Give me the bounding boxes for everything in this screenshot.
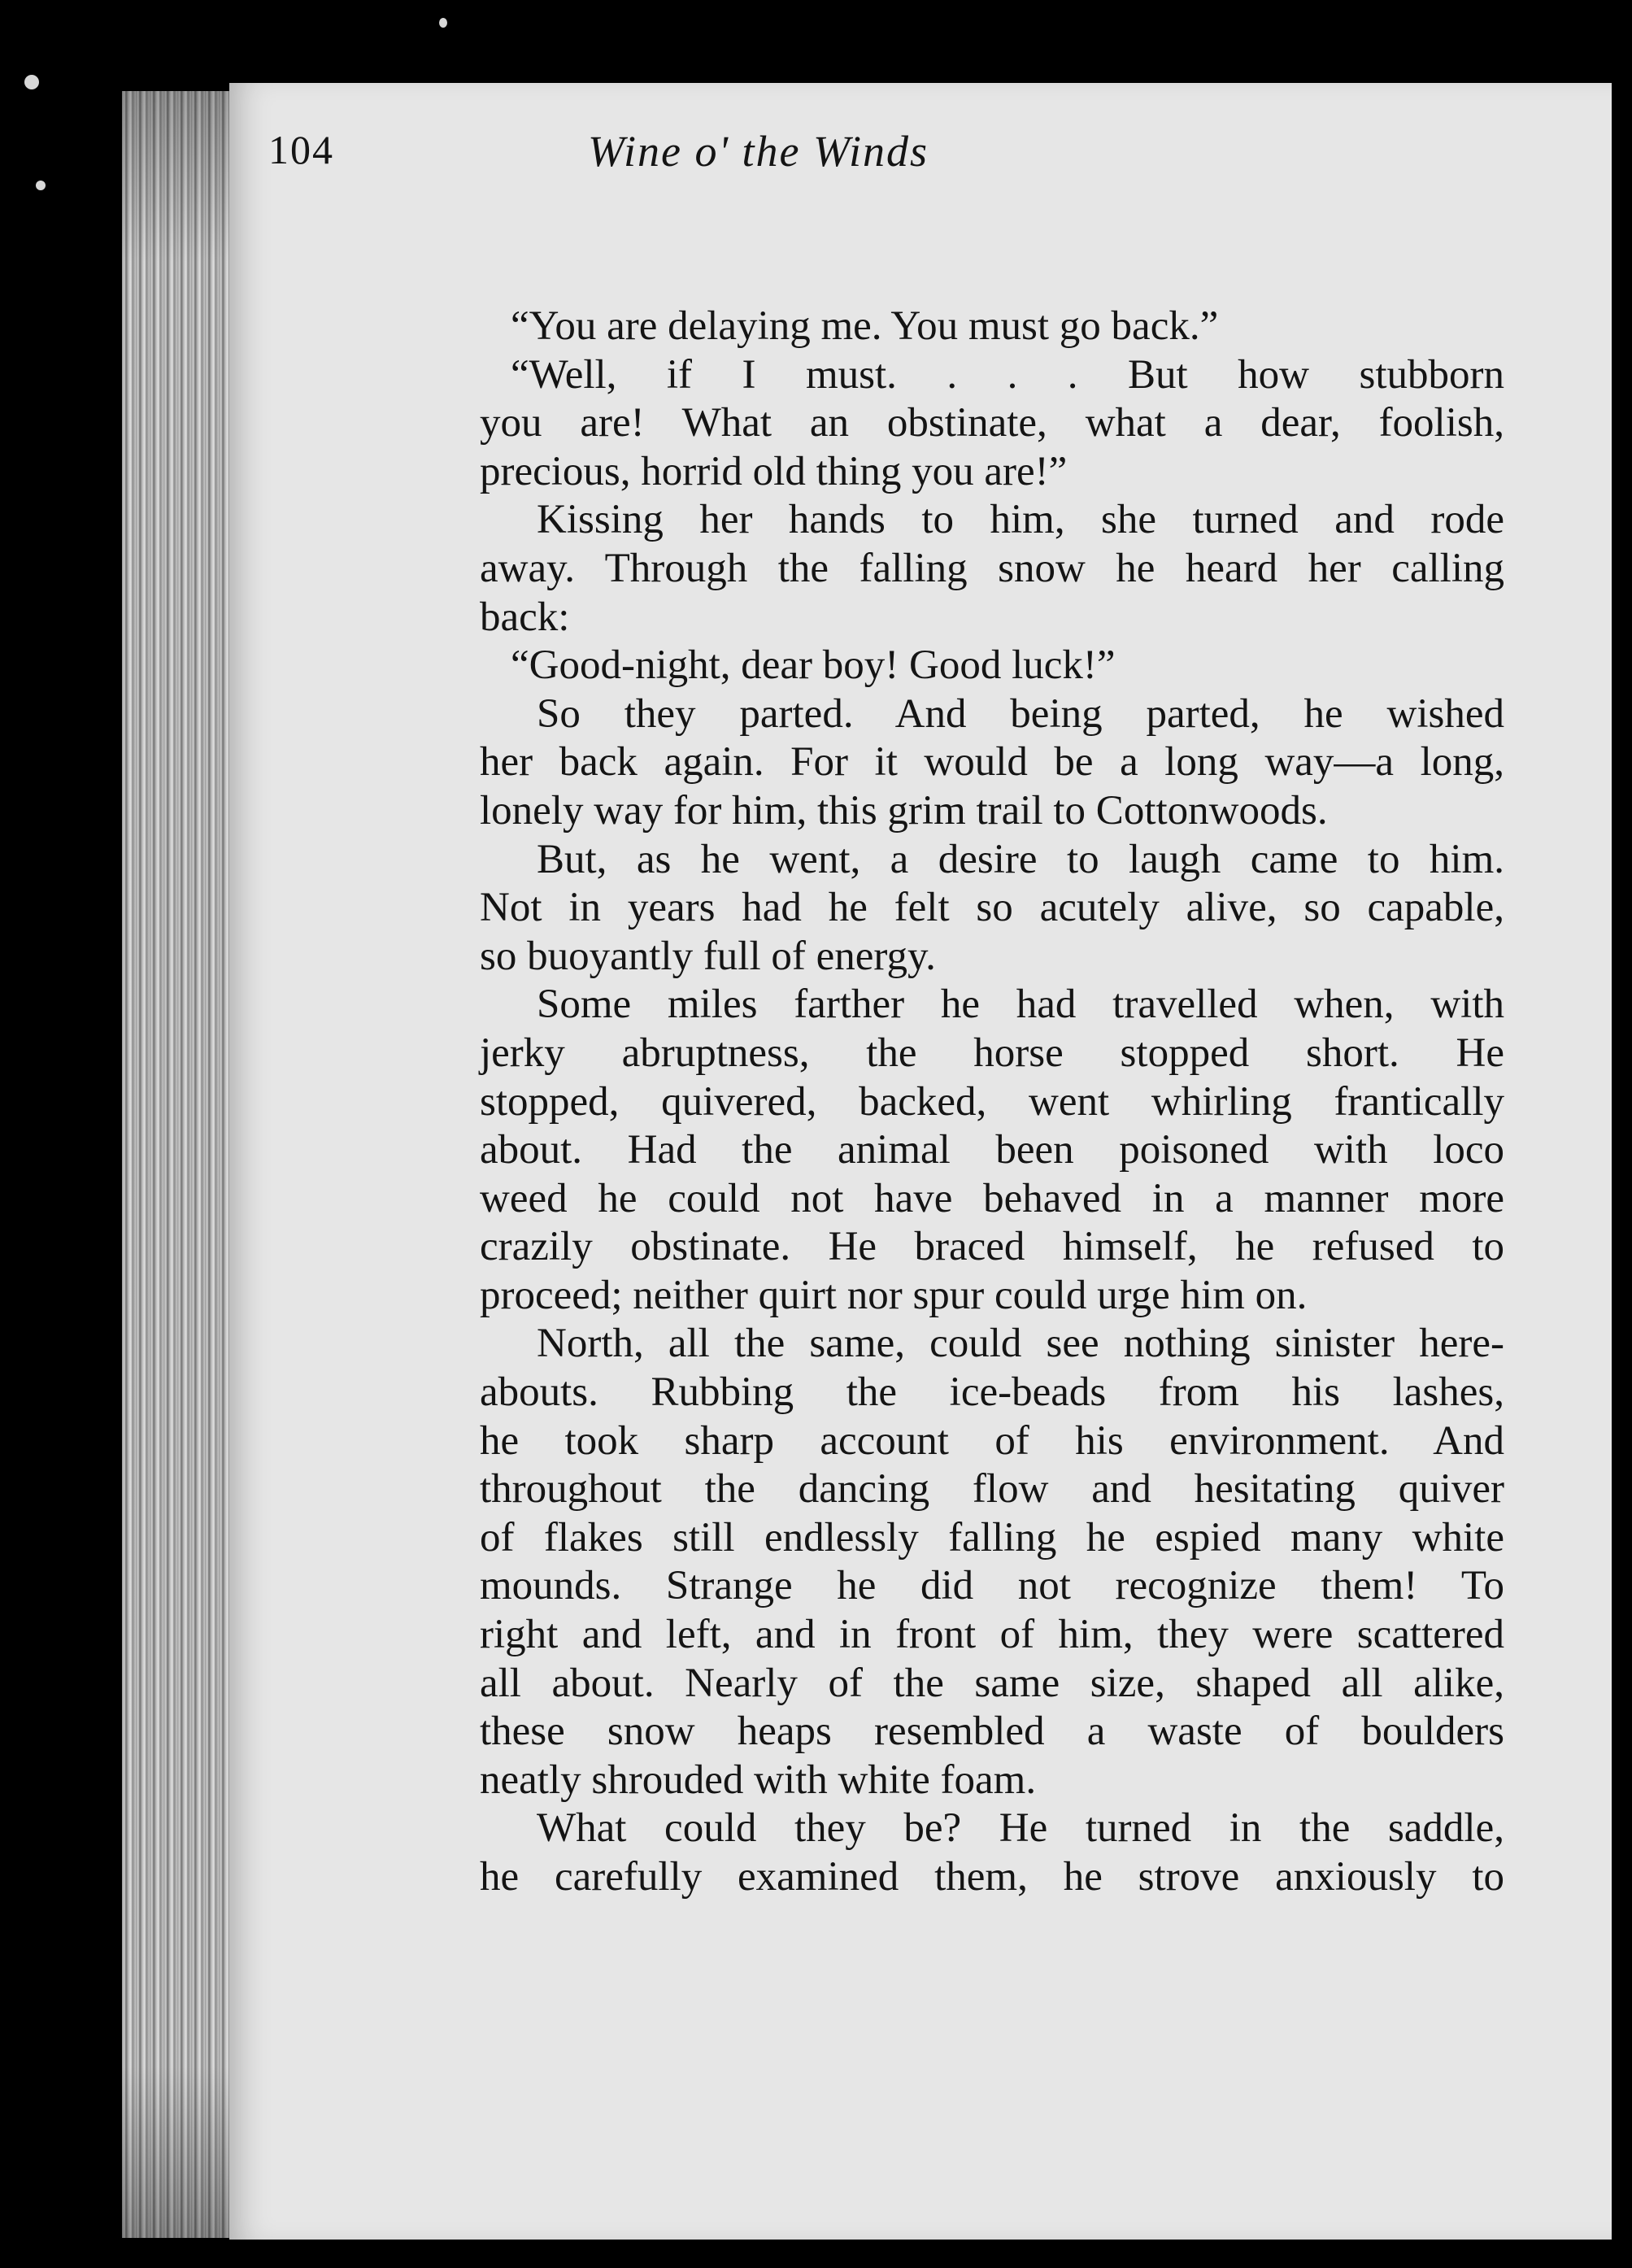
body-text (480, 303, 1504, 1902)
text-line: these snow heaps resembled a waste of boulders (480, 1709, 1504, 1755)
page-edges (122, 91, 236, 2238)
text-line: “You are delaying me. You must go back.” (511, 303, 1219, 349)
running-head (268, 126, 1163, 191)
page-number: 104 (268, 127, 334, 172)
text-line: back: (480, 594, 570, 640)
text-line: so buoyantly full of energy. (480, 933, 936, 979)
dust-speck (439, 18, 447, 28)
text-line: “Good-night, dear boy! Good luck!” (511, 642, 1116, 689)
dust-speck (36, 181, 46, 190)
text-line: Some miles farther he had travelled when, with (537, 982, 1504, 1028)
text-line: stopped, quivered, backed, went whirling frantically (480, 1078, 1504, 1125)
text-line: he took sharp account of his environment. And (480, 1417, 1504, 1464)
text-line: lonely way for him, this grim trail to Cottonwoods. (480, 787, 1328, 834)
text-line: all about. Nearly of the same size, shaped all alike, (480, 1660, 1504, 1706)
book-title: Wine o' the Winds (588, 127, 929, 176)
text-line: he carefully examined them, he strove anxiously to (480, 1854, 1504, 1900)
text-line: North, all the same, could see nothing sinister here- (537, 1321, 1504, 1367)
text-line: about. Had the animal been poisoned with loco (480, 1127, 1504, 1173)
text-line: mounds. Strange he did not recognize them! To (480, 1563, 1504, 1609)
text-line: you are! What an obstinate, what a dear, foolish, (480, 400, 1504, 446)
text-line: Kissing her hands to him, she turned and rode (537, 497, 1504, 543)
text-line: But, as he went, a desire to laugh came to him. (537, 836, 1504, 882)
text-line: “Well, if I must. . . . But how stubborn (511, 351, 1504, 398)
text-line: her back again. For it would be a long way—a long, (480, 739, 1504, 786)
text-line: throughout the dancing flow and hesitating quiver (480, 1466, 1504, 1513)
text-line: weed he could not have behaved in a manner more (480, 1175, 1504, 1221)
text-line: abouts. Rubbing the ice-beads from his lashes, (480, 1369, 1504, 1416)
text-line: of flakes still endlessly falling he espied many white (480, 1514, 1504, 1561)
text-line: proceed; neither quirt nor spur could urge him on. (480, 1272, 1308, 1318)
text-line: What could they be? He turned in the saddle, (537, 1805, 1504, 1852)
text-line: neatly shrouded with white foam. (480, 1757, 1037, 1803)
text-line: jerky abruptness, the horse stopped short. He (480, 1030, 1504, 1076)
text-line: away. Through the falling snow he heard her calling (480, 545, 1504, 591)
text-line: crazily obstinate. He braced himself, he refused to (480, 1224, 1504, 1270)
text-line: Not in years had he felt so acutely alive, so capable, (480, 885, 1504, 931)
text-line: precious, horrid old thing you are!” (480, 448, 1068, 494)
text-line: So they parted. And being parted, he wished (537, 690, 1504, 737)
text-line: right and left, and in front of him, they were scattered (480, 1612, 1504, 1658)
dust-speck (24, 75, 39, 89)
